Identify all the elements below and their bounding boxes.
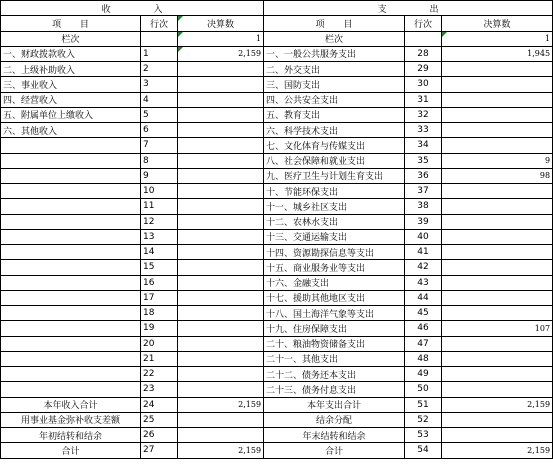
- income-item-name: [1, 184, 141, 199]
- income-amount: [178, 107, 264, 122]
- income-item-name: [1, 245, 141, 260]
- income-amount: [178, 306, 264, 321]
- income-row-number: 23: [141, 382, 178, 397]
- table-row: [1, 245, 553, 260]
- expense-amount: [442, 77, 553, 92]
- total-row: [1, 443, 553, 458]
- income-item-name: [1, 306, 141, 321]
- expense-row-number: 36: [405, 168, 442, 183]
- income-row-number: 5: [141, 107, 178, 122]
- table-body: [1, 1, 553, 459]
- income-amount: [178, 275, 264, 290]
- income-column-blank: [141, 31, 178, 46]
- expense-amount-header: 决算数: [442, 16, 553, 31]
- income-item-name: [1, 199, 141, 214]
- expense-row-number: 35: [405, 153, 442, 168]
- table-row: [1, 92, 553, 107]
- expense-row-number: 34: [405, 138, 442, 153]
- income-total-row-number: 27: [141, 443, 178, 458]
- income-total-row-number: 25: [141, 412, 178, 427]
- income-total-label: 合计: [1, 443, 141, 458]
- income-item-name: [1, 336, 141, 351]
- expense-total-label: 合计: [264, 443, 405, 458]
- income-row-number: 9: [141, 168, 178, 183]
- expense-total-amount: [442, 412, 553, 427]
- expense-row-number: 38: [405, 199, 442, 214]
- table-row: [1, 184, 553, 199]
- income-item-name: [1, 214, 141, 229]
- income-row-number: 2: [141, 62, 178, 77]
- income-row-number: 12: [141, 214, 178, 229]
- income-row-number: 10: [141, 184, 178, 199]
- income-amount: [178, 260, 264, 275]
- income-amount: [178, 138, 264, 153]
- expense-item-header: 项 目: [264, 16, 405, 31]
- expense-item-name: 五、教育支出: [264, 107, 405, 122]
- expense-row-number: 46: [405, 321, 442, 336]
- income-item-name: 二、上级补助收入: [1, 62, 141, 77]
- income-row-number: 1: [141, 46, 178, 61]
- income-amount: [178, 199, 264, 214]
- income-row-number: 7: [141, 138, 178, 153]
- table-row: [1, 214, 553, 229]
- income-amount: [178, 290, 264, 305]
- table-row: [1, 275, 553, 290]
- expense-total-label: 结余分配: [264, 412, 405, 427]
- expense-amount: 9: [442, 153, 553, 168]
- table-row: [1, 199, 553, 214]
- income-amount: [178, 351, 264, 366]
- expense-item-name: 十二、农林水支出: [264, 214, 405, 229]
- income-item-name: [1, 290, 141, 305]
- expense-row-number: 32: [405, 107, 442, 122]
- expense-amount: [442, 245, 553, 260]
- expense-total-row-number: 53: [405, 428, 442, 443]
- expense-amount: [442, 123, 553, 138]
- expense-amount: [442, 92, 553, 107]
- income-amount: [178, 321, 264, 336]
- expense-item-name: 八、社会保障和就业支出: [264, 153, 405, 168]
- table-row: [1, 290, 553, 305]
- income-row-number: 20: [141, 336, 178, 351]
- table-row: [1, 321, 553, 336]
- income-column-index: 1: [178, 31, 264, 46]
- income-amount: [178, 367, 264, 382]
- expense-row-number: 50: [405, 382, 442, 397]
- income-row-number: 19: [141, 321, 178, 336]
- expense-column-index: 1: [442, 31, 553, 46]
- expense-amount: [442, 214, 553, 229]
- income-item-name: [1, 382, 141, 397]
- income-total-row-number: 24: [141, 397, 178, 412]
- expense-amount: [442, 351, 553, 366]
- expense-amount: [442, 290, 553, 305]
- table-row: [1, 62, 553, 77]
- expense-item-name: 一、一般公共服务支出: [264, 46, 405, 61]
- expense-row-number: 49: [405, 367, 442, 382]
- income-amount: [178, 184, 264, 199]
- expense-row-number: 48: [405, 351, 442, 366]
- income-column-label: 栏次: [1, 31, 141, 46]
- income-row-number: 21: [141, 351, 178, 366]
- income-amount: [178, 123, 264, 138]
- expense-row-number: 42: [405, 260, 442, 275]
- table-row: [1, 260, 553, 275]
- expense-amount: [442, 367, 553, 382]
- income-amount: [178, 168, 264, 183]
- income-total-amount: [178, 428, 264, 443]
- table-row: [1, 382, 553, 397]
- expense-item-name: 二十、粮油物资储备支出: [264, 336, 405, 351]
- income-row-number: 8: [141, 153, 178, 168]
- expense-item-name: 十三、交通运输支出: [264, 229, 405, 244]
- table-row: [1, 168, 553, 183]
- income-item-name: 六、其他收入: [1, 123, 141, 138]
- income-item-name: 五、附属单位上缴收入: [1, 107, 141, 122]
- income-amount: [178, 336, 264, 351]
- income-row-number: 17: [141, 290, 178, 305]
- income-row-number: 4: [141, 92, 178, 107]
- table-row: [1, 336, 553, 351]
- expense-item-name: 十七、援助其他地区支出: [264, 290, 405, 305]
- income-item-name: [1, 275, 141, 290]
- expense-item-name: 十六、金融支出: [264, 275, 405, 290]
- income-row-number: 6: [141, 123, 178, 138]
- expense-item-name: 十五、商业服务业等支出: [264, 260, 405, 275]
- expense-amount: [442, 306, 553, 321]
- income-item-name: [1, 229, 141, 244]
- expense-item-name: 九、医疗卫生与计划生育支出: [264, 168, 405, 183]
- expense-total-row-number: 54: [405, 443, 442, 458]
- expense-amount: [442, 382, 553, 397]
- income-total-amount: 2,159: [178, 397, 264, 412]
- income-row-number: 16: [141, 275, 178, 290]
- expense-item-name: 二、外交支出: [264, 62, 405, 77]
- table-row: [1, 46, 553, 61]
- expense-row-number: 40: [405, 229, 442, 244]
- expense-amount: [442, 184, 553, 199]
- expense-amount: 107: [442, 321, 553, 336]
- column-index-row: [1, 31, 553, 46]
- expense-total-amount: 2,159: [442, 443, 553, 458]
- expense-item-name: 二十一、其他支出: [264, 351, 405, 366]
- income-item-name: [1, 138, 141, 153]
- income-total-amount: [178, 412, 264, 427]
- income-item-name: 一、财政拨款收入: [1, 46, 141, 61]
- expense-item-name: 二十二、债务还本支出: [264, 367, 405, 382]
- income-total-label: 本年收入合计: [1, 397, 141, 412]
- income-item-name: [1, 260, 141, 275]
- expense-amount: [442, 62, 553, 77]
- income-amount-header: 决算数: [178, 16, 264, 31]
- expense-amount: [442, 275, 553, 290]
- expense-row-number: 37: [405, 184, 442, 199]
- expense-row-number: 44: [405, 290, 442, 305]
- expense-row-number: 47: [405, 336, 442, 351]
- income-item-name: [1, 321, 141, 336]
- income-item-name: [1, 351, 141, 366]
- expense-row-number: 43: [405, 275, 442, 290]
- table-row: [1, 367, 553, 382]
- income-amount: [178, 245, 264, 260]
- expense-column-label: 栏次: [264, 31, 405, 46]
- expense-amount: [442, 229, 553, 244]
- expense-total-label: 本年支出合计: [264, 397, 405, 412]
- income-amount: 2,159: [178, 46, 264, 61]
- expense-column-blank: [405, 31, 442, 46]
- expense-row-number: 28: [405, 46, 442, 61]
- income-row-number: 3: [141, 77, 178, 92]
- column-header-row: [1, 16, 553, 31]
- income-row-number: 13: [141, 229, 178, 244]
- expense-row-number: 29: [405, 62, 442, 77]
- expense-item-name: 十、节能环保支出: [264, 184, 405, 199]
- expense-amount: [442, 260, 553, 275]
- income-row-header: 行次: [141, 16, 178, 31]
- table-row: [1, 306, 553, 321]
- expense-total-row-number: 51: [405, 397, 442, 412]
- expense-row-number: 30: [405, 77, 442, 92]
- income-row-number: 11: [141, 199, 178, 214]
- total-row: [1, 397, 553, 412]
- income-row-number: 18: [141, 306, 178, 321]
- expense-total-row-number: 52: [405, 412, 442, 427]
- expense-row-number: 41: [405, 245, 442, 260]
- section-header-row: [1, 1, 553, 16]
- table-row: [1, 138, 553, 153]
- expense-item-name: 六、科学技术支出: [264, 123, 405, 138]
- income-amount: [178, 153, 264, 168]
- income-amount: [178, 77, 264, 92]
- expense-amount: 1,945: [442, 46, 553, 61]
- income-item-name: 三、事业收入: [1, 77, 141, 92]
- expense-item-name: 二十三、债务付息支出: [264, 382, 405, 397]
- income-section-title: 收 入: [1, 1, 264, 16]
- expense-row-number: 31: [405, 92, 442, 107]
- table-row: [1, 351, 553, 366]
- expense-item-name: 十四、资源勘探信息等支出: [264, 245, 405, 260]
- table-row: [1, 107, 553, 122]
- expense-item-name: 七、文化体育与传媒支出: [264, 138, 405, 153]
- expense-amount: 98: [442, 168, 553, 183]
- expense-row-header: 行次: [405, 16, 442, 31]
- total-row: [1, 428, 553, 443]
- table-row: [1, 229, 553, 244]
- income-item-name: [1, 168, 141, 183]
- income-row-number: 14: [141, 245, 178, 260]
- income-item-name: 四、经营收入: [1, 92, 141, 107]
- expense-total-amount: [442, 428, 553, 443]
- income-amount: [178, 214, 264, 229]
- income-total-row-number: 26: [141, 428, 178, 443]
- income-total-label: 年初结转和结余: [1, 428, 141, 443]
- income-total-amount: 2,159: [178, 443, 264, 458]
- expense-total-amount: 2,159: [442, 397, 553, 412]
- income-amount: [178, 62, 264, 77]
- table-row: [1, 153, 553, 168]
- expense-row-number: 33: [405, 123, 442, 138]
- income-amount: [178, 229, 264, 244]
- expense-item-name: 十八、国土海洋气象等支出: [264, 306, 405, 321]
- expense-amount: [442, 138, 553, 153]
- income-amount: [178, 382, 264, 397]
- expense-amount: [442, 199, 553, 214]
- expense-item-name: 十九、住房保障支出: [264, 321, 405, 336]
- expense-row-number: 45: [405, 306, 442, 321]
- income-item-name: [1, 153, 141, 168]
- income-amount: [178, 92, 264, 107]
- income-row-number: 15: [141, 260, 178, 275]
- expense-item-name: 三、国防支出: [264, 77, 405, 92]
- expense-item-name: 四、公共安全支出: [264, 92, 405, 107]
- total-row: [1, 412, 553, 427]
- expense-amount: [442, 336, 553, 351]
- expense-amount: [442, 107, 553, 122]
- expense-section-title: 支 出: [264, 1, 553, 16]
- expense-row-number: 39: [405, 214, 442, 229]
- expense-item-name: 十一、城乡社区支出: [264, 199, 405, 214]
- table-row: [1, 77, 553, 92]
- expense-total-label: 年末结转和结余: [264, 428, 405, 443]
- income-total-label: 用事业基金弥补收支差额: [1, 412, 141, 427]
- income-item-name: [1, 367, 141, 382]
- income-item-header: 项 目: [1, 16, 141, 31]
- table-row: [1, 123, 553, 138]
- income-row-number: 22: [141, 367, 178, 382]
